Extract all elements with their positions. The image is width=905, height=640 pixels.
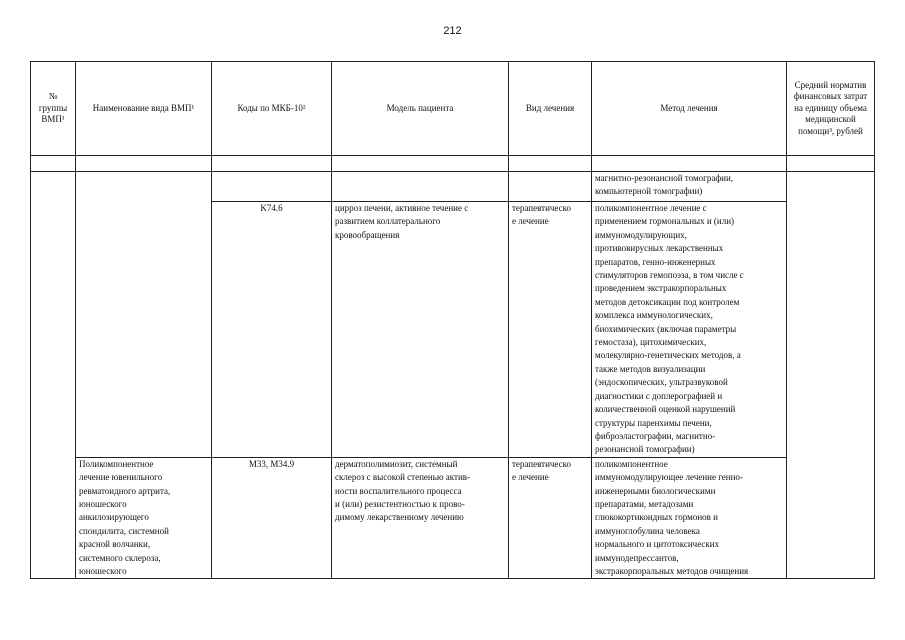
icd-codes-cell [212, 172, 332, 202]
header-treatment-type: Вид лечения [509, 62, 592, 156]
icd-codes-cell: K74.6 [212, 202, 332, 458]
vmp-table [30, 61, 875, 579]
patient-model-cell [332, 172, 509, 202]
header-treatment-method: Метод лечения [592, 62, 787, 156]
treatment-type-cell [509, 172, 592, 202]
patient-model-cell: дерматополимиозит, системный склероз с высокой степенью актив- ности воспалительного процесса и (или) резистентностью к прово- димому лекарственному лечению [332, 457, 509, 579]
table-row [31, 172, 875, 202]
treatment-type-cell: терапевтическо е лечение [509, 202, 592, 458]
group-number-cell [31, 172, 76, 579]
vmp-name-cell: Поликомпонентное лечение ювенильного ревматоидного артрита, юношеского анкилозирующего спондилита, системной красной волчанки, системного склероза, юношеского [76, 457, 212, 579]
page-number: 212 [443, 25, 462, 37]
header-group-number: № группы ВМП¹ [31, 62, 76, 156]
treatment-type-cell: терапевтическо е лечение [509, 457, 592, 579]
header-average-cost: Средний норматив финансовых затрат на единицу объема медицинской помощи³, рублей [787, 62, 875, 156]
treatment-method-cell: поликомпонентное иммуномодулирующее лечение генно- инженерными биологическими препаратами, метадозами глюкокортикоидных гормонов и иммуноглобулина человека нормального и цитотоксических иммунодепрессантов, экстракорпоральных методов очищения [592, 457, 787, 579]
empty-spacer-row [31, 156, 875, 172]
average-cost-cell [787, 172, 875, 579]
treatment-method-cell: поликомпонентное лечение с применением гормональных и (или) иммуномодулирующих, противовирусных лекарственных препаратов, генно-инженерных стимуляторов гемопоэза, в том числе с проведением экстракорпоральных методов детоксикации под контролем комплекса иммунологических, биохимических (включая параметры гемостаза), цитохимических, молекулярно-генетических методов, а также методов визуализации (эндоскопических, ультразвуковой диагностики с доплерографией и количественной оценкой нарушений структуры паренхимы печени, фиброэластографии, магнитно- резонансной томографии) [592, 202, 787, 458]
vmp-name-cell-empty [76, 172, 212, 458]
icd-codes-cell: M33, M34.9 [212, 457, 332, 579]
table-header-row [31, 62, 875, 156]
treatment-method-cell: магнитно-резонансной томографии, компьютерной томографии) [592, 172, 787, 202]
header-vmp-name: Наименование вида ВМП¹ [76, 62, 212, 156]
table-row [31, 457, 875, 579]
header-patient-model: Модель пациента [332, 62, 509, 156]
patient-model-cell: цирроз печени, активное течение с развитием коллатерального кровообращения [332, 202, 509, 458]
header-icd-codes: Коды по МКБ-10² [212, 62, 332, 156]
